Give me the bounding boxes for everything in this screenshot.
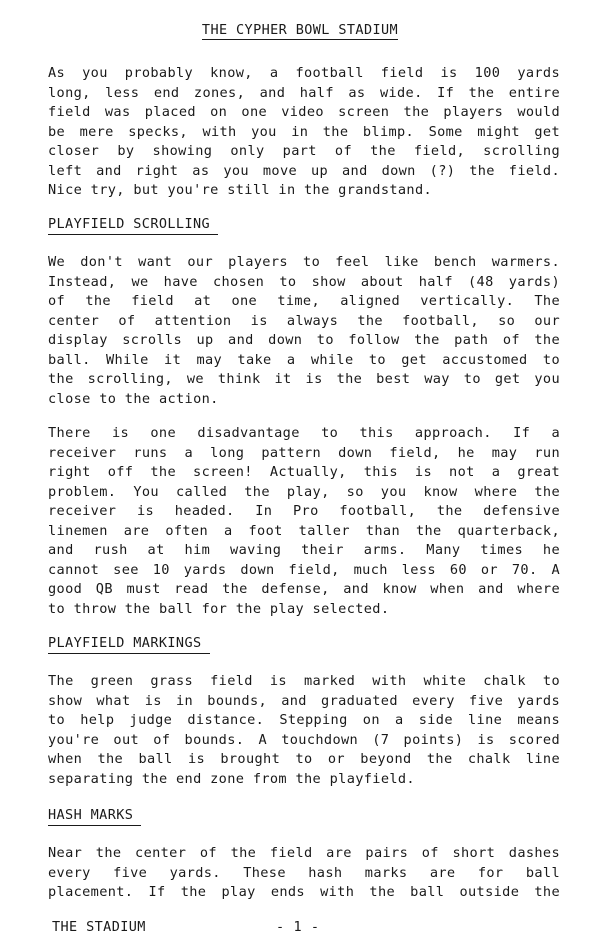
hash-marks-paragraph [48, 844, 560, 903]
text-line: Near the center of the field are pairs of short dashes [48, 845, 560, 861]
text-line: close to the action. [48, 390, 219, 407]
text-line: right off the screen! Actually, this is not a great [48, 464, 560, 480]
text-line: every five yards. These hash marks are for ball [48, 864, 560, 881]
footer-page-number: - 1 - [276, 919, 320, 935]
text-line: when the ball is brought to or beyond the chalk line [48, 751, 560, 767]
footer-section-name: THE STADIUM [52, 919, 146, 935]
scrolling-paragraph-1 [48, 253, 560, 409]
text-line: receiver is headed. In Pro football, the defensive [48, 503, 560, 519]
scrolling-paragraph-2 [48, 424, 560, 619]
text-line: separating the end zone from the playfield. [48, 770, 415, 787]
text-line: field was placed on one video screen the players would [48, 104, 560, 120]
text-line: display scrolls up and down to follow the path of the [48, 332, 560, 348]
text-line: show what is in bounds, and graduated every five yards [48, 692, 560, 709]
page-title [0, 22, 600, 38]
text-line: receiver runs a long pattern down field, he may run [48, 444, 560, 461]
markings-paragraph [48, 672, 560, 789]
text-line: be mere specks, with you in the blimp. Some might get [48, 123, 560, 140]
section-heading-text: HASH MARKS [48, 807, 141, 826]
intro-paragraph [48, 64, 560, 201]
text-line: you're out of bounds. A touchdown (7 points) is scored [48, 731, 560, 748]
text-line: cannot see 10 yards down field, much less 60 or 70. A [48, 561, 560, 578]
section-heading-hash-marks [48, 807, 141, 826]
page-title-text: THE CYPHER BOWL STADIUM [201, 22, 399, 38]
text-line: linemen are often a foot taller than the quarterback, [48, 522, 560, 539]
text-line: Instead, we have chosen to show about half (48 yards) [48, 273, 560, 290]
section-heading-text: PLAYFIELD MARKINGS [48, 635, 210, 654]
text-line: long, less end zones, and half as wide. If the entire [48, 84, 560, 101]
text-line: good QB must read the defense, and know when and where [48, 581, 560, 597]
text-line: We don't want our players to feel like bench warmers. [48, 254, 560, 270]
text-line: problem. You called the play, so you know where the [48, 483, 560, 500]
text-line: left and right as you move up and down (?) the field. [48, 162, 560, 179]
text-line: the scrolling, we think it is the best way to get you [48, 371, 560, 387]
text-line: Nice try, but you're still in the grandstand. [48, 182, 433, 198]
text-line: placement. If the play ends with the ball outside the [48, 884, 560, 900]
text-line: and rush at him waving their arms. Many times he [48, 542, 560, 558]
text-line: to help judge distance. Stepping on a side line means [48, 712, 560, 728]
text-line: closer by showing only part of the field, scrolling [48, 143, 560, 159]
section-heading-text: PLAYFIELD SCROLLING [48, 216, 218, 235]
text-line: to throw the ball for the play selected. [48, 600, 390, 617]
text-line: of the field at one time, aligned vertically. The [48, 293, 560, 309]
text-line: The green grass field is marked with white chalk to [48, 673, 560, 689]
text-line: As you probably know, a football field is 100 yards [48, 65, 560, 81]
section-heading-playfield-markings [48, 635, 210, 654]
text-line: center of attention is always the football, so our [48, 312, 560, 329]
text-line: There is one disadvantage to this approach. If a [48, 425, 560, 441]
section-heading-playfield-scrolling [48, 216, 218, 235]
text-line: ball. While it may take a while to get accustomed to [48, 351, 560, 368]
